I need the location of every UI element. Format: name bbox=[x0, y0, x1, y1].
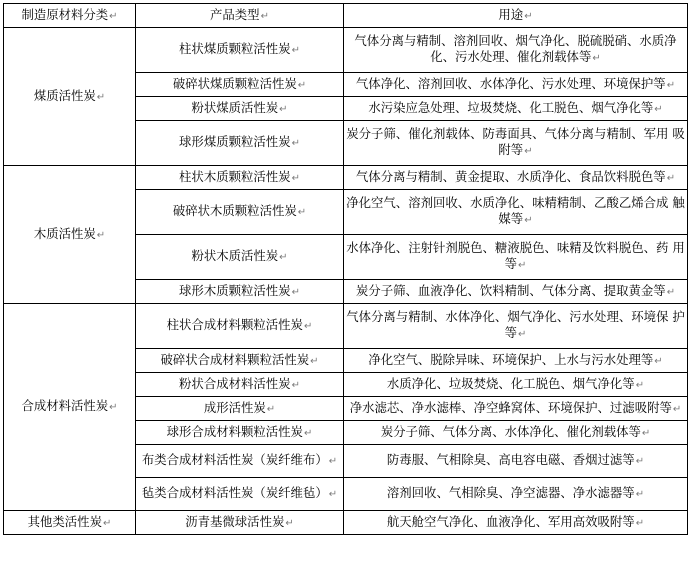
paragraph-mark: ↵ bbox=[303, 321, 313, 332]
category-cell bbox=[4, 28, 136, 166]
paragraph-mark: ↵ bbox=[524, 215, 533, 226]
usage-text: 炭分子筛、催化剂载体、防毒面具、气体分离与精制、军用 吸附等 bbox=[346, 126, 685, 157]
paragraph-mark: ↵ bbox=[279, 103, 288, 115]
product-type-cell bbox=[136, 121, 344, 166]
product-type-label: 布类合成材料活性炭（炭纤维布） bbox=[141, 452, 328, 467]
paragraph-mark: ↵ bbox=[635, 379, 645, 391]
paragraph-mark: ↵ bbox=[291, 379, 300, 391]
usage-cell bbox=[344, 166, 688, 190]
usage-cell bbox=[344, 121, 688, 166]
paragraph-mark: ↵ bbox=[291, 138, 300, 149]
usage-cell bbox=[344, 280, 688, 304]
usage-text: 气体分离与精制、水体净化、烟气净化、污水处理、环境保 护等 bbox=[346, 309, 685, 340]
product-type-cell bbox=[136, 349, 344, 373]
paragraph-mark: ↵ bbox=[654, 103, 663, 115]
category-label: 木质活性炭 bbox=[33, 225, 96, 241]
usage-cell bbox=[344, 304, 688, 349]
paragraph-mark: ↵ bbox=[279, 252, 288, 263]
paragraph-mark: ↵ bbox=[297, 207, 307, 218]
paragraph-mark: ↵ bbox=[635, 489, 645, 500]
paragraph-mark: ↵ bbox=[328, 489, 338, 500]
activated-carbon-table bbox=[3, 3, 688, 535]
paragraph-mark: ↵ bbox=[641, 427, 651, 439]
table-row bbox=[4, 304, 688, 349]
table-body bbox=[4, 4, 688, 535]
paragraph-mark: ↵ bbox=[109, 402, 118, 413]
usage-cell bbox=[344, 397, 688, 421]
paragraph-mark: ↵ bbox=[266, 403, 276, 415]
table-row bbox=[4, 511, 688, 535]
usage-cell bbox=[344, 478, 688, 511]
paragraph-mark: ↵ bbox=[654, 355, 663, 367]
paragraph-mark: ↵ bbox=[291, 172, 300, 184]
product-type-label: 球形煤质颗粒活性炭 bbox=[179, 134, 291, 149]
usage-cell bbox=[344, 97, 688, 121]
paragraph-mark: ↵ bbox=[102, 517, 112, 529]
product-type-label: 沥青基微球活性炭 bbox=[185, 513, 285, 529]
usage-cell bbox=[344, 235, 688, 280]
paragraph-mark: ↵ bbox=[285, 517, 294, 529]
product-type-label: 柱状合成材料颗粒活性炭 bbox=[166, 317, 303, 332]
usage-cell bbox=[344, 73, 688, 97]
product-type-label: 球形合成材料颗粒活性炭 bbox=[166, 423, 303, 439]
usage-text: 净化空气、脱除异味、环境保护、上水与污水处理等 bbox=[368, 351, 654, 367]
product-type-label: 成形活性炭 bbox=[203, 399, 266, 415]
usage-text: 炭分子筛、气体分离、水体净化、催化剂载体等 bbox=[380, 423, 641, 439]
product-type-label: 破碎状合成材料颗粒活性炭 bbox=[160, 351, 310, 367]
usage-text: 炭分子筛、血液净化、饮料精制、气体分离、提取黄金等 bbox=[355, 282, 666, 298]
category-cell bbox=[4, 166, 136, 304]
paragraph-mark: ↵ bbox=[635, 456, 645, 467]
paragraph-mark: ↵ bbox=[592, 53, 601, 64]
header-category: 制造原材料分类↵ bbox=[4, 4, 136, 28]
usage-cell bbox=[344, 511, 688, 535]
paragraph-mark: ↵ bbox=[291, 45, 300, 56]
paragraph-mark: ↵ bbox=[96, 229, 106, 241]
paragraph-mark: ↵ bbox=[672, 403, 682, 415]
usage-text: 净化空气、溶剂回收、水质净化、味精精制、乙酸乙烯合成 触媒等 bbox=[346, 195, 685, 226]
paragraph-mark: ↵ bbox=[635, 517, 645, 529]
usage-cell bbox=[344, 190, 688, 235]
usage-cell bbox=[344, 445, 688, 478]
product-type-cell bbox=[136, 235, 344, 280]
product-type-cell bbox=[136, 511, 344, 535]
product-type-label: 柱状木质颗粒活性炭 bbox=[179, 168, 291, 184]
product-type-cell bbox=[136, 190, 344, 235]
usage-text: 防毒服、气相除臭、高电容电磁、香烟过滤等 bbox=[386, 452, 635, 467]
paragraph-mark: ↵ bbox=[666, 286, 676, 298]
category-label: 合成材料活性炭 bbox=[21, 398, 109, 413]
product-type-cell bbox=[136, 478, 344, 511]
product-type-cell bbox=[136, 280, 344, 304]
product-type-cell bbox=[136, 28, 344, 73]
category-cell bbox=[4, 511, 136, 535]
paragraph-mark: ↵ bbox=[297, 79, 307, 91]
product-type-label: 破碎状煤质颗粒活性炭 bbox=[172, 75, 297, 91]
category-label: 煤质活性炭 bbox=[33, 87, 96, 103]
usage-text: 净水滤芯、净水滤棒、净空蜂窝体、环境保护、过滤吸附等 bbox=[349, 399, 672, 415]
usage-text: 溶剂回收、气相除臭、净空滤器、净水滤器等 bbox=[386, 485, 635, 500]
header-product-type: 产品类型↵ bbox=[136, 4, 344, 28]
table-row bbox=[4, 28, 688, 73]
usage-text: 水污染应急处理、垃圾焚烧、化工脱色、烟气净化等 bbox=[368, 99, 654, 115]
paragraph-mark: ↵ bbox=[328, 456, 338, 467]
paragraph-mark: ↵ bbox=[518, 329, 527, 340]
product-type-cell bbox=[136, 304, 344, 349]
product-type-cell bbox=[136, 373, 344, 397]
paragraph-mark: ↵ bbox=[291, 286, 300, 298]
paragraph-mark: ↵ bbox=[666, 172, 676, 184]
usage-text: 气体分离与精制、溶剂回收、烟气净化、脱硫脱硝、水质净 化、污水处理、催化剂载体等 bbox=[354, 33, 677, 64]
usage-cell bbox=[344, 373, 688, 397]
product-type-cell bbox=[136, 421, 344, 445]
usage-text: 气体净化、溶剂回收、水体净化、污水处理、环境保护等 bbox=[355, 75, 666, 91]
paragraph-mark: ↵ bbox=[524, 146, 533, 157]
usage-text: 水体净化、注射针剂脱色、糖液脱色、味精及饮料脱色、药 用等 bbox=[346, 240, 685, 271]
usage-cell bbox=[344, 349, 688, 373]
paragraph-mark: ↵ bbox=[666, 79, 676, 91]
product-type-cell bbox=[136, 166, 344, 190]
usage-text: 航天舱空气净化、血液净化、军用高效吸附等 bbox=[386, 513, 635, 529]
usage-cell bbox=[344, 28, 688, 73]
header-usage: 用途↵ bbox=[344, 4, 688, 28]
product-type-label: 粉状煤质活性炭 bbox=[191, 99, 279, 115]
product-type-label: 粉状合成材料活性炭 bbox=[179, 375, 291, 391]
usage-text: 水质净化、垃圾焚烧、化工脱色、烟气净化等 bbox=[386, 375, 635, 391]
paragraph-mark: ↵ bbox=[303, 427, 313, 439]
product-type-label: 柱状煤质颗粒活性炭 bbox=[179, 41, 291, 56]
paragraph-mark: ↵ bbox=[310, 355, 319, 367]
header-row bbox=[4, 4, 688, 28]
paragraph-mark: ↵ bbox=[518, 260, 527, 271]
product-type-cell bbox=[136, 97, 344, 121]
paragraph-mark: ↵ bbox=[96, 91, 106, 103]
product-type-label: 球形木质颗粒活性炭 bbox=[179, 282, 291, 298]
category-cell bbox=[4, 304, 136, 511]
product-type-label: 粉状木质活性炭 bbox=[191, 248, 279, 263]
product-type-cell bbox=[136, 445, 344, 478]
product-type-cell bbox=[136, 397, 344, 421]
usage-cell bbox=[344, 421, 688, 445]
category-label: 其他类活性炭 bbox=[27, 513, 102, 529]
product-type-label: 毡类合成材料活性炭（炭纤维毡） bbox=[141, 485, 328, 500]
product-type-label: 破碎状木质颗粒活性炭 bbox=[172, 203, 297, 218]
product-type-cell bbox=[136, 73, 344, 97]
usage-text: 气体分离与精制、黄金提取、水质净化、食品饮料脱色等 bbox=[355, 168, 666, 184]
table-row bbox=[4, 166, 688, 190]
